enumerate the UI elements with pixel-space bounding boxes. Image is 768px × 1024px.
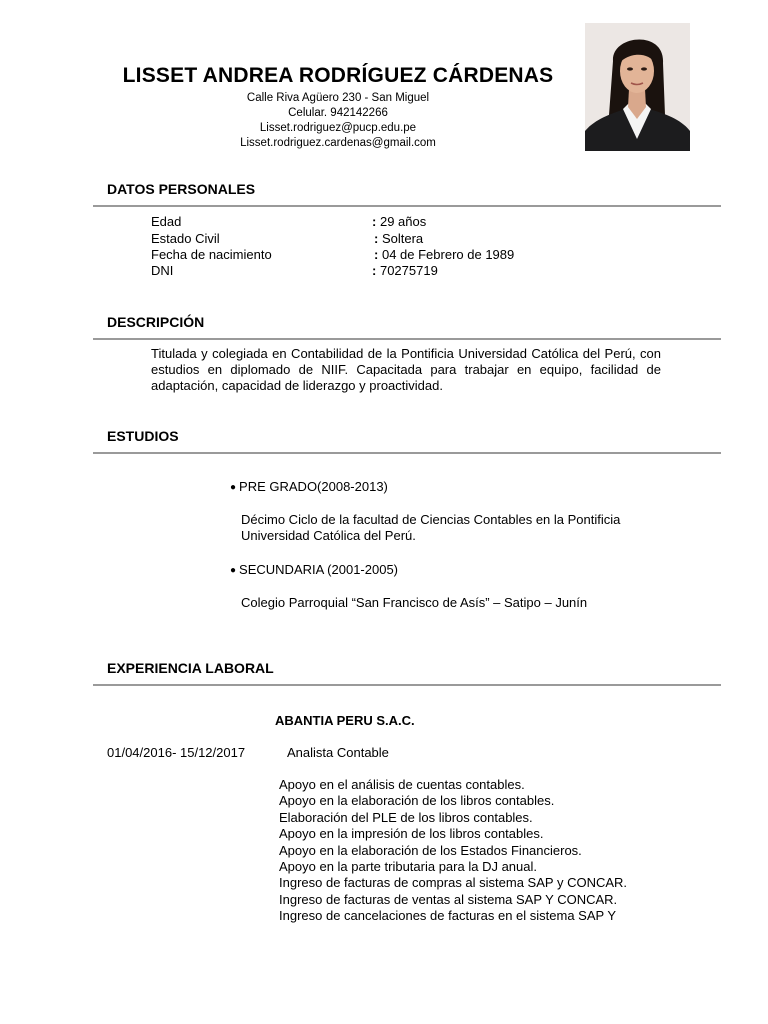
value-civil-status: Soltera: [381, 231, 424, 246]
label-birth-date: Fecha de nacimiento: [151, 247, 272, 262]
study-item-heading: ● PRE GRADO(2008-2013): [230, 479, 388, 494]
list-item: Apoyo en la parte tributaria para la DJ anual.: [279, 859, 537, 875]
job-period: 01/04/2016- 15/12/2017: [107, 745, 246, 760]
email-primary: Lisset.rodriguez@pucp.edu.pe: [259, 122, 417, 134]
email-secondary: Lisset.rodriguez.cardenas@gmail.com: [240, 137, 436, 149]
candidate-name: LISSET ANDREA RODRÍGUEZ CÁRDENAS: [122, 64, 554, 87]
section-divider: [93, 205, 721, 207]
value-dni-row: : 70275719: [372, 263, 438, 278]
list-item: Ingreso de facturas de ventas al sistema SAP Y CONCAR.: [279, 891, 618, 907]
value-birth-date-row: : 04 de Febrero de 1989: [374, 247, 515, 262]
section-title-studies: ESTUDIOS: [107, 428, 179, 444]
list-item: Ingreso de cancelaciones de facturas en el sistema SAP Y: [279, 908, 616, 924]
bullet-icon: ●: [230, 482, 237, 493]
job-role: Analista Contable: [287, 745, 389, 760]
section-title-personal: DATOS PERSONALES: [107, 181, 256, 197]
study-item-heading: ● SECUNDARIA (2001-2005): [230, 562, 399, 577]
company-name: ABANTIA PERU S.A.C.: [275, 713, 415, 728]
section-divider: [93, 338, 721, 340]
section-divider: [93, 452, 721, 454]
address: Calle Riva Agüero 230 - San Miguel: [246, 92, 430, 104]
study-item-detail: Décimo Ciclo de la facultad de Ciencias Contables en la Pontificia: [241, 512, 621, 527]
phone: Celular. 942142266: [288, 107, 388, 119]
list-item: Apoyo en el análisis de cuentas contables.: [279, 777, 525, 792]
value-age-row: : 29 años: [372, 214, 427, 229]
value-birth-date: 04 de Febrero de 1989: [381, 247, 515, 262]
contact-block: [200, 91, 476, 151]
value-dni: 70275719: [379, 263, 438, 278]
task-list: [279, 777, 627, 925]
list-item: Elaboración del PLE de los libros contables.: [279, 809, 533, 825]
value-age: 29 años: [379, 214, 427, 229]
section-title-experience: EXPERIENCIA LABORAL: [107, 660, 274, 676]
description-text: Titulada y colegiada en Contabilidad de la Pontificia Universidad Católica del Perú, con estudios en diplomado de NIIF. Capacitada para trabajar en equipo, facilidad de adaptación, capacidad de liderazgo y proactividad.: [151, 346, 661, 393]
value-civil-status-row: : Soltera: [374, 231, 424, 246]
list-item: Apoyo en la elaboración de los libros contables.: [279, 793, 555, 809]
profile-photo: [585, 23, 690, 151]
list-item: Apoyo en la elaboración de los Estados Financieros.: [279, 842, 582, 858]
label-age: Edad: [151, 214, 182, 229]
study-item-detail: Universidad Católica del Perú.: [241, 528, 416, 543]
bullet-icon: ●: [230, 565, 237, 576]
list-item: Apoyo en la impresión de los libros contables.: [279, 826, 544, 842]
section-title-description: DESCRIPCIÓN: [107, 314, 205, 330]
label-dni: DNI: [151, 263, 174, 278]
label-civil-status: Estado Civil: [151, 231, 220, 246]
list-item: Ingreso de facturas de compras al sistema SAP y CONCAR.: [279, 875, 628, 891]
study-item-detail: Colegio Parroquial “San Francisco de Asís” – Satipo – Junín: [241, 595, 588, 610]
section-divider: [93, 684, 721, 686]
